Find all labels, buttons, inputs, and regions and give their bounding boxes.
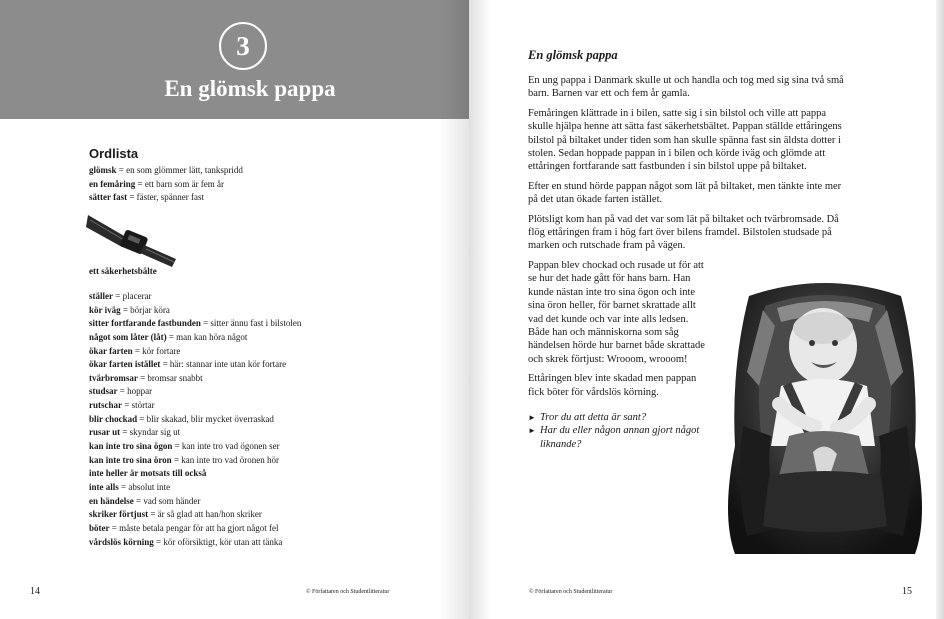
glossary-entry: blir chockad = blir skakad, blir mycket överraskad	[89, 413, 274, 424]
glossary-entry: rutschar = störtar	[89, 400, 155, 411]
page-number-left: 14	[30, 586, 40, 597]
glossary-entry: inte heller är motsats till också	[89, 468, 207, 479]
right-page	[469, 0, 944, 619]
page-number-right: 15	[902, 586, 912, 597]
glossary-list-2	[89, 290, 301, 549]
story-paragraph: En ung pappa i Danmark skulle ut och handla och tog med sig sina två små barn. Barnen var ett och fem år gamla.	[528, 75, 844, 100]
copyright-left: © Författaren och Studentlitteratur	[306, 589, 390, 595]
story-paragraph: Ettåringen blev inte skadad men pappan fick böter för vårdslös körning.	[528, 373, 697, 398]
story-paragraph: Efter en stund hörde pappan något som lät på biltaket, men tänkte inte mer på det utan ökade farten istället.	[528, 180, 842, 206]
child-car-seat-photo	[719, 276, 931, 564]
glossary-entry: glömsk = en som glömmer lätt, tankspridd	[89, 165, 243, 175]
glossary-entry: kör iväg = börjar köra	[89, 304, 170, 315]
glossary-entry: vårdslös körning = kör oförsiktigt, kör utan att tänka	[89, 536, 283, 547]
glossary-entry: böter = måste betala pengar för att ha gjort något fel	[89, 522, 279, 533]
glossary-entry: inte alls = absolut inte	[89, 481, 171, 492]
glossary-entry: skriker förtjust = är så glad att han/hon skriker	[89, 509, 262, 520]
seatbelt-caption: ett säkerhetsbälte	[89, 266, 157, 276]
story-title: En glömsk pappa	[528, 48, 618, 62]
glossary-entry: kan inte tro sina ögon = kan inte tro vad ögonen ser	[89, 441, 280, 452]
glossary-entry: ökar farten = kör fortare	[89, 345, 181, 356]
left-page	[0, 0, 469, 619]
arrow-icon: ►	[528, 426, 536, 436]
question-item: ► Tror du att detta är sant?	[528, 411, 647, 423]
glossary-entry: en femåring = ett barn som är fem år	[89, 178, 225, 189]
glossary-entry: studsar = hoppar	[89, 386, 153, 397]
discussion-questions	[528, 411, 711, 451]
glossary-entry: något som låter (låt) = man kan höra något	[89, 331, 248, 342]
glossary-heading: Ordlista	[89, 146, 139, 161]
chapter-number: 3	[219, 22, 267, 70]
glossary-entry: kan inte tro sina öron = kan inte tro vad öronen hör	[89, 454, 279, 465]
question-item: ► Har du eller någon annan gjort något liknande?	[528, 425, 700, 450]
story-paragraph: Femåringen klättrade in i bilen, satte sig i sin bilstol och ville att pappa skulle hjälpa henne att sätta fast säkerhetsbältet. Pappan ställde ettåringens bilstol på biltaket under tiden som han skulle spänna fast sin äldsta dotter i stolen. Sedan hoppade pappan in i bilen och körde iväg och glömde att ettåringen fortfarande satt fastbunden i sin bilstol uppe på biltaket.	[528, 107, 842, 173]
arrow-icon: ►	[528, 412, 536, 422]
glossary-entry: rusar ut = skyndar sig ut	[89, 427, 181, 438]
story-paragraph: Pappan blev chockad och rusade ut för att se hur det hade gått för hans barn. Han kunde nästan inte tro sina ögon och inte sina öron heller, för barnet skrattade allt vad det kunde och var inte alls ledsen. Både han och människorna som såg händelsen hörde hur barnet både skrattade och skrek förtjust: Wrooom, wrooom!	[528, 259, 705, 365]
seatbelt-buckle-illustration	[86, 211, 182, 267]
glossary-entry: en händelse = vad som händer	[89, 495, 201, 506]
chapter-header	[0, 0, 469, 119]
glossary-entry: tvärbromsar = bromsar snabbt	[89, 372, 203, 383]
glossary-entry: ökar farten istället = här: stannar inte utan kör fortare	[89, 359, 287, 370]
glossary-entry: sätter fast = fäster, spänner fast	[89, 192, 205, 203]
chapter-title: En glömsk pappa	[164, 76, 336, 101]
glossary-entry: sitter fortfarande fastbunden = sitter ännu fast i bilstolen	[89, 318, 302, 329]
copyright-right: © Författaren och Studentlitteratur	[529, 589, 613, 595]
glossary-list-1	[89, 164, 243, 205]
glossary-entry: ställer = placerar	[89, 291, 152, 301]
story-paragraph: Plötsligt kom han på vad det var som lät på biltaket och tvärbromsade. Då flög ettåringen fram i hög fart över bilens framdel. Bilstolen studsade på marken och rutschade fram på vägen.	[528, 213, 839, 252]
